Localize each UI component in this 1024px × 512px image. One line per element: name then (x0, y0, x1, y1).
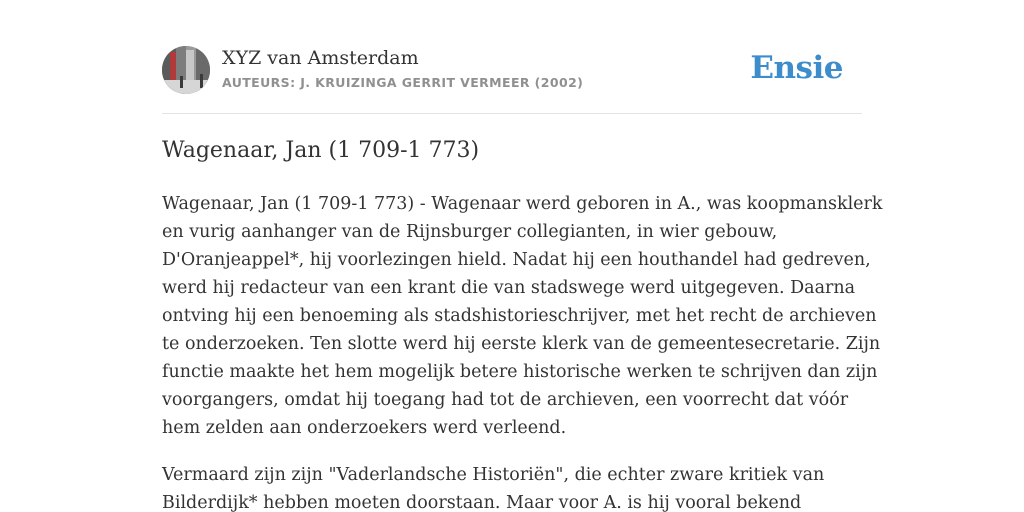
book-authors: AUTEURS: J. KRUIZINGA GERRIT VERMEER (2002) (222, 75, 584, 90)
ensie-logo[interactable]: Ensie (750, 50, 843, 86)
book-cover-image (162, 46, 210, 94)
text-line: Bilderdijk* hebben moeten doorstaan. Maar voor A. is hij vooral bekend (162, 493, 802, 512)
header-divider (162, 113, 862, 114)
entry-body (162, 190, 883, 512)
text-line: Wagenaar, Jan (1 709-1 773) - Wagenaar werd geboren in A., was koopmansklerk (162, 194, 883, 214)
book-title[interactable]: XYZ van Amsterdam (222, 47, 419, 69)
text-line: hem zelden aan onderzoekers werd verleend. (162, 418, 567, 438)
text-line: Vermaard zijn zijn "Vaderlandsche Historiën", die echter zware kritiek van (162, 465, 825, 485)
text-line: te onderzoeken. Ten slotte werd hij eerste klerk van de gemeentesecretarie. Zijn (162, 334, 881, 354)
text-line: D'Oranjeappel*, hij voorlezingen hield. Nadat hij een houthandel had gedreven, (162, 250, 871, 270)
paragraph-2 (162, 461, 862, 512)
paragraph-1 (162, 190, 883, 442)
text-line: werd hij redacteur van een krant die van stadswege werd uitgegeven. Daarna (162, 278, 856, 298)
text-line: en vurig aanhanger van de Rijnsburger collegianten, in wier gebouw, (162, 222, 778, 242)
text-line: functie maakte het hem mogelijk betere historische werken te schrijven dan zijn (162, 362, 878, 382)
text-line: voorgangers, omdat hij toegang had tot de archieven, een voorrecht dat vóór (162, 390, 849, 410)
book-header (162, 46, 862, 96)
text-line: ontving hij een benoeming als stadshistorieschrijver, met het recht de archieven (162, 306, 877, 326)
book-avatar[interactable] (162, 46, 210, 94)
entry-title: Wagenaar, Jan (1 709-1 773) (162, 138, 480, 163)
